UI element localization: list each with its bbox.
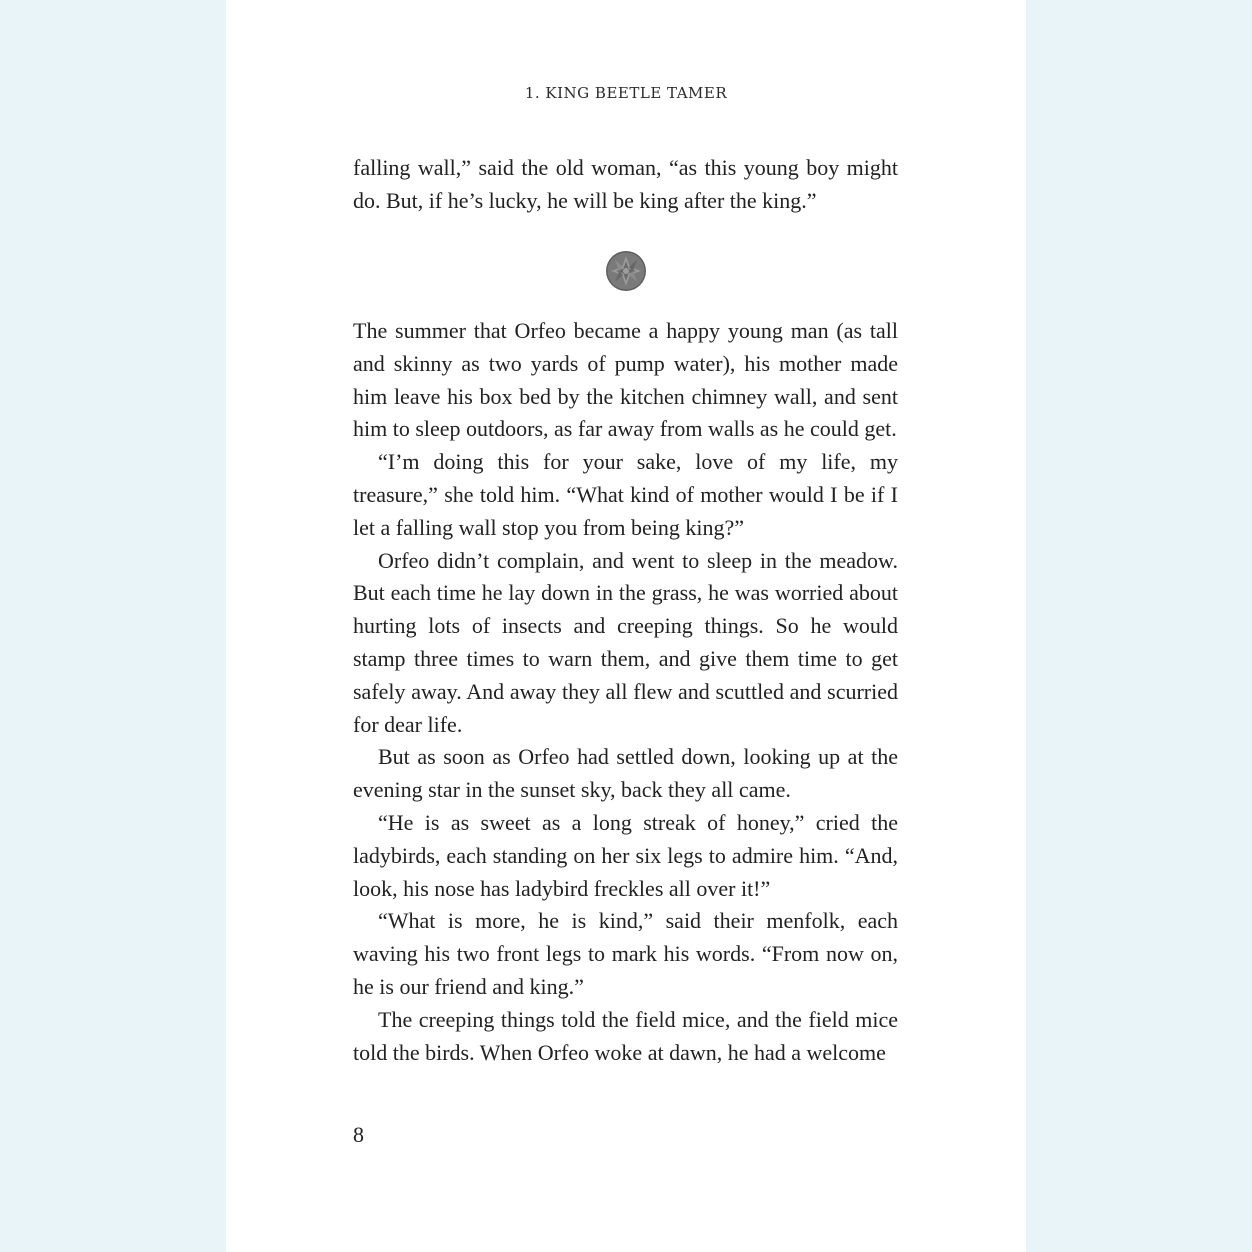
running-head: 1. KING BEETLE TAMER	[524, 84, 728, 102]
paragraph: falling wall,” said the old woman, “as this young boy might do. But, if he’s lucky, he will be king after the king.”	[353, 155, 898, 213]
paragraph: “What is more, he is kind,” said their menfolk, each waving his two front legs to mark his words. “From now on, he is our friend and king.”	[353, 908, 898, 999]
text-block-main	[353, 315, 898, 1069]
paragraph: But as soon as Orfeo had settled down, looking up at the evening star in the sunset sky, back they all came.	[353, 744, 898, 803]
text-block-top	[353, 152, 898, 218]
paragraph: Orfeo didn’t complain, and went to sleep in the meadow. But each time he lay down in the grass, he was worried about hurting lots of insects and creeping things. So he would stamp three times to warn them, and give them time to get safely away. And away they all flew and scuttled and scurried for dear life.	[353, 547, 898, 737]
paragraph: The creeping things told the field mice, and the field mice told the birds. When Orfeo woke at dawn, he had a welcome	[353, 1006, 898, 1065]
paragraph: The summer that Orfeo became a happy young man (as tall and skinny as two yards of pump water), his mother made him leave his box bed by the kitchen chimney wall, and sent him to sleep outdoors, as far away from walls as he could get.	[353, 318, 898, 442]
gem-ornament-icon	[605, 250, 647, 292]
book-page	[226, 0, 1026, 1252]
page-number: 8	[353, 1122, 364, 1147]
paragraph: “I’m doing this for your sake, love of my life, my treasure,” she told him. “What kind of mother would I be if I let a falling wall stop you from being king?”	[353, 449, 898, 540]
paragraph: “He is as sweet as a long streak of honey,” cried the ladybirds, each standing on her six legs to admire him. “And, look, his nose has ladybird freckles all over it!”	[353, 809, 898, 901]
